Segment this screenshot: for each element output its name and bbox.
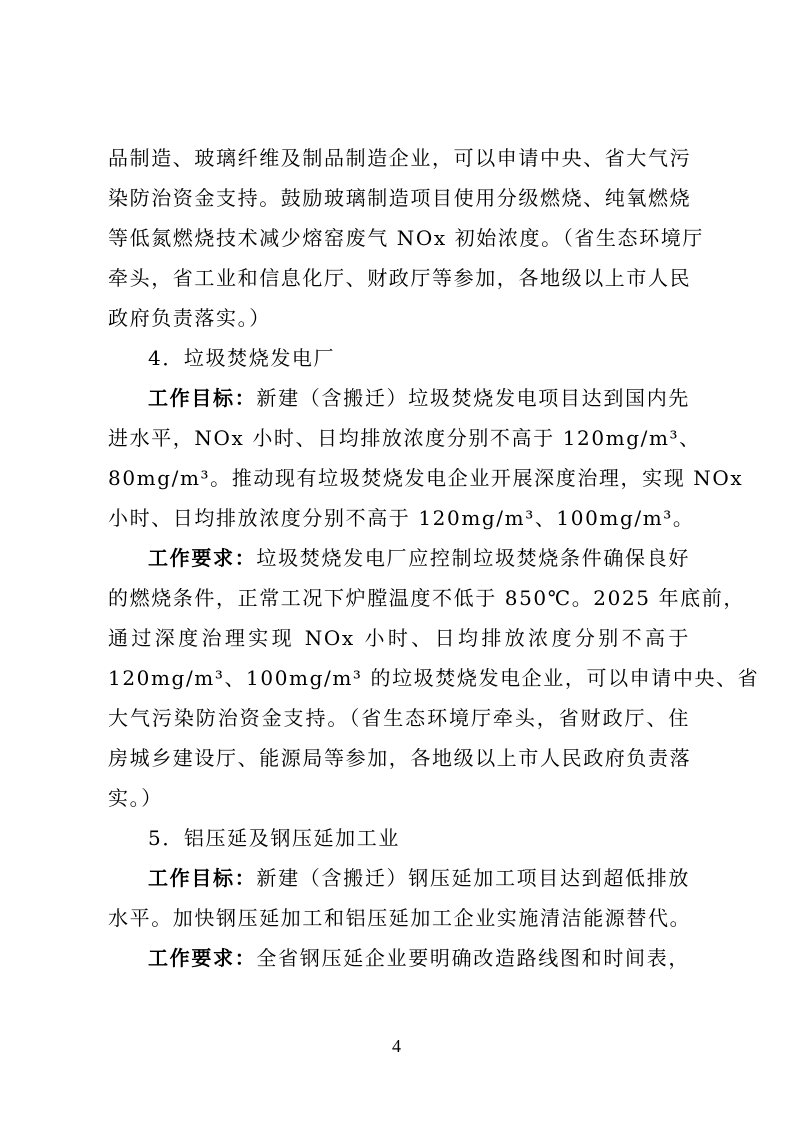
body-line: 80mg/m³。推动现有垃圾焚烧发电企业开展深度治理，实现 NOx [108, 466, 744, 490]
body-line: 进水平，NOx 小时、日均排放浓度分别不高于 120mg/m³、 [108, 426, 701, 450]
body-line: 的燃烧条件，正常工况下炉膛温度不低于 850℃。2025 年底前， [108, 586, 745, 610]
body-line: 小时、日均排放浓度分别不高于 120mg/m³、100mg/m³。 [108, 506, 695, 530]
body-line: 品制造、玻璃纤维及制品制造企业，可以申请中央、省大气污 [108, 146, 692, 170]
body-line: 工作目标：新建（含搬迁）垃圾焚烧发电项目达到国内先 [148, 386, 691, 410]
body-line: 大气污染防治资金支持。（省生态环境厅牵头，省财政厅、住 [108, 706, 690, 730]
body-line: 通过深度治理实现 NOx 小时、日均排放浓度分别不高于 [108, 626, 690, 650]
body-line: 120mg/m³、100mg/m³ 的垃圾焚烧发电企业，可以申请中央、省 [108, 666, 760, 690]
body-line: 等低氮燃烧技术减少熔窑废气 NOx 初始浓度。（省生态环境厅 [108, 226, 704, 250]
body-line: 牵头，省工业和信息化厅、财政厅等参加，各地级以上市人民 [108, 266, 692, 290]
body-line: 房城乡建设厅、能源局等参加，各地级以上市人民政府负责落 [108, 746, 692, 770]
body-line: 工作要求：垃圾焚烧发电厂应控制垃圾焚烧条件确保良好 [148, 546, 691, 570]
page-number: 4 [392, 1036, 401, 1056]
body-line: 工作目标：新建（含搬迁）钢压延加工项目达到超低排放 [148, 866, 691, 890]
body-line: 政府负责落实。） [108, 306, 271, 330]
label-bold: 工作要求： [148, 546, 257, 570]
label-bold: 工作目标： [148, 866, 257, 890]
body-line: 工作要求：全省钢压延企业要明确改造路线图和时间表， [148, 946, 691, 970]
body-line: 实。） [108, 786, 163, 810]
section-heading: 5．铝压延及钢压延加工业 [148, 826, 400, 850]
section-heading: 4．垃圾焚烧发电厂 [148, 346, 336, 370]
body-line: 染防治资金支持。鼓励玻璃制造项目使用分级燃烧、纯氧燃烧 [108, 186, 692, 210]
body-line: 水平。加快钢压延加工和铝压延加工企业实施清洁能源替代。 [108, 906, 692, 930]
label-bold: 工作要求： [148, 946, 257, 970]
label-bold: 工作目标： [148, 386, 257, 410]
